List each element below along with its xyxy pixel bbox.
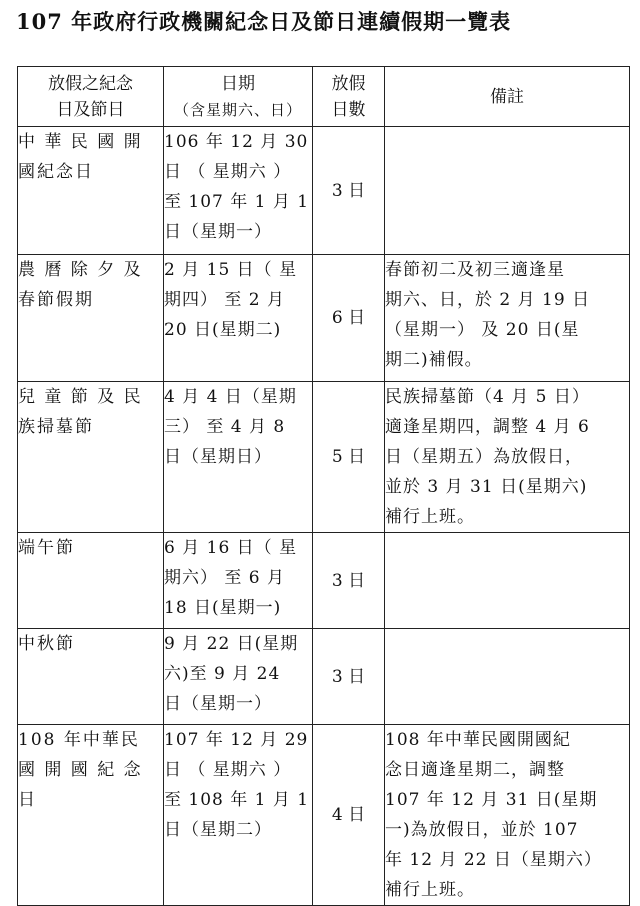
header-days: 放假 日數 <box>313 67 385 127</box>
date-range-cell: 4 月 4 日（星期 三） 至 4 月 8 日（星期日） <box>164 382 313 533</box>
table-row <box>18 127 630 255</box>
days-count-cell: 5 日 <box>313 382 385 533</box>
table-row <box>18 255 630 382</box>
holiday-name-cell: 端午節 <box>18 533 164 629</box>
table-row <box>18 725 630 906</box>
note-cell: 春節初二及初三適逢星 期六、日，於 2 月 19 日 （星期一） 及 20 日(星 期二)補假。 <box>385 255 630 382</box>
header-row <box>18 67 630 127</box>
note-cell <box>385 533 630 629</box>
days-count-cell: 3 日 <box>313 629 385 725</box>
holiday-name-cell: 中秋節 <box>18 629 164 725</box>
header-name: 放假之紀念 日及節日 <box>18 67 164 127</box>
header-note: 備註 <box>385 67 630 127</box>
header-date: 日期 （含星期六、日） <box>164 67 313 127</box>
date-range-cell: 9 月 22 日(星期 六)至 9 月 24 日（星期一） <box>164 629 313 725</box>
holiday-name-cell: 農 曆 除 夕 及 春節假期 <box>18 255 164 382</box>
table-row <box>18 533 630 629</box>
date-range-cell: 6 月 16 日（ 星 期六） 至 6 月 18 日(星期一) <box>164 533 313 629</box>
days-count-cell: 3 日 <box>313 533 385 629</box>
holiday-table <box>17 66 630 906</box>
page-title: 107 年政府行政機關紀念日及節日連續假期一覽表 <box>16 9 512 34</box>
date-range-cell: 2 月 15 日（ 星 期四） 至 2 月 20 日(星期二) <box>164 255 313 382</box>
date-range-cell: 107 年 12 月 29 日 （ 星期六 ） 至 108 年 1 月 1 日（星期二） <box>164 725 313 906</box>
note-cell: 民族掃墓節（4 月 5 日） 適逢星期四，調整 4 月 6 日（星期五）為放假日， 並於 3 月 31 日(星期六) 補行上班。 <box>385 382 630 533</box>
days-count-cell: 3 日 <box>313 127 385 255</box>
note-cell <box>385 629 630 725</box>
date-range-cell: 106 年 12 月 30 日 （ 星期六 ） 至 107 年 1 月 1 日（星期一） <box>164 127 313 255</box>
note-cell: 108 年中華民國開國紀 念日適逢星期二，調整 107 年 12 月 31 日(星期 一)為放假日，並於 107 年 12 月 22 日（星期六） 補行上班。 <box>385 725 630 906</box>
table-row <box>18 629 630 725</box>
days-count-cell: 4 日 <box>313 725 385 906</box>
holiday-name-cell: 108 年中華民 國 開 國 紀 念 日 <box>18 725 164 906</box>
holiday-name-cell: 兒 童 節 及 民 族掃墓節 <box>18 382 164 533</box>
table-row <box>18 382 630 533</box>
holiday-name-cell: 中 華 民 國 開 國紀念日 <box>18 127 164 255</box>
days-count-cell: 6 日 <box>313 255 385 382</box>
note-cell <box>385 127 630 255</box>
